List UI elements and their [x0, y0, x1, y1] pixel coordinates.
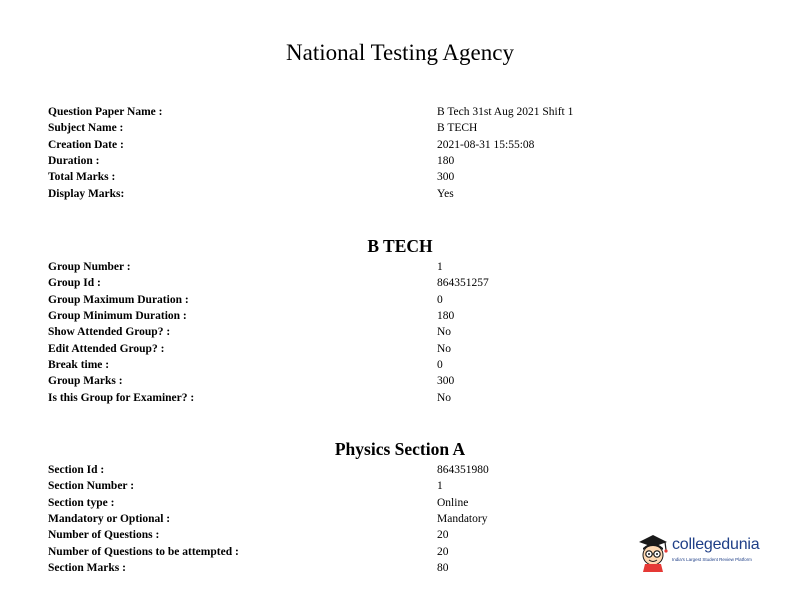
info-row [48, 153, 648, 169]
paper-info-table [48, 104, 648, 202]
group-label: Show Attended Group? : [48, 326, 171, 339]
info-value: B TECH [437, 122, 478, 135]
group-label: Is this Group for Examiner? : [48, 391, 195, 404]
section-value: Mandatory [437, 513, 488, 526]
section-label: Mandatory or Optional : [48, 513, 171, 526]
group-row [48, 341, 648, 357]
group-row [48, 275, 648, 291]
section-value: Online [437, 496, 469, 509]
logo-tagline: India's Largest Student Review Platform [672, 557, 752, 562]
group-row [48, 324, 648, 340]
info-row [48, 186, 648, 202]
group-row [48, 357, 648, 373]
logo-wordmark: collegedunia [672, 536, 760, 553]
group-heading: B TECH [367, 236, 433, 256]
section-row [48, 478, 648, 494]
info-row [48, 137, 648, 153]
group-value: 1 [437, 261, 443, 273]
group-label: Group Number : [48, 261, 131, 273]
section-label: Section type : [48, 496, 115, 509]
collegedunia-logo [636, 533, 766, 573]
info-label: Display Marks: [48, 187, 125, 200]
info-value: Yes [437, 187, 454, 200]
group-label: Edit Attended Group? : [48, 342, 165, 355]
student-mascot-icon [636, 533, 670, 573]
info-value: 300 [437, 171, 455, 184]
section-label: Number of Questions to be attempted : [48, 545, 239, 558]
section-row [48, 462, 648, 478]
group-value: 300 [437, 375, 455, 388]
info-row [48, 104, 648, 120]
section-row [48, 560, 648, 576]
info-label: Duration : [48, 155, 100, 168]
section-value: 864351980 [437, 464, 489, 476]
section-row [48, 511, 648, 527]
info-row [48, 169, 648, 185]
info-label: Creation Date : [48, 138, 124, 151]
group-label: Group Marks : [48, 375, 123, 388]
group-value: 0 [437, 359, 443, 372]
group-info-table [48, 259, 648, 406]
section-label: Section Id : [48, 464, 105, 476]
section-label: Section Marks : [48, 562, 126, 575]
info-label: Question Paper Name : [48, 106, 163, 118]
group-value: 0 [437, 293, 443, 306]
group-value: No [437, 391, 452, 404]
section-row [48, 527, 648, 543]
section-row [48, 495, 648, 511]
group-row [48, 259, 648, 275]
info-value: 180 [437, 155, 455, 168]
page-title: National Testing Agency [286, 40, 514, 65]
info-value: 2021-08-31 15:55:08 [437, 138, 535, 151]
group-value: 864351257 [437, 277, 489, 290]
group-label: Group Minimum Duration : [48, 310, 187, 323]
section-value: 20 [437, 545, 449, 558]
section-value: 80 [437, 562, 449, 575]
group-value: 180 [437, 310, 455, 323]
info-label: Total Marks : [48, 171, 116, 184]
group-row [48, 292, 648, 308]
info-label: Subject Name : [48, 122, 124, 135]
group-row [48, 373, 648, 389]
group-label: Group Id : [48, 277, 101, 290]
section-heading: Physics Section A [334, 439, 466, 459]
section-label: Number of Questions : [48, 529, 160, 542]
section-info-table [48, 462, 648, 576]
group-row [48, 390, 648, 406]
info-row [48, 120, 648, 136]
group-value: No [437, 326, 452, 339]
info-value: B Tech 31st Aug 2021 Shift 1 [437, 106, 574, 118]
section-value: 1 [437, 480, 443, 493]
group-row [48, 308, 648, 324]
section-label: Section Number : [48, 480, 135, 493]
group-label: Group Maximum Duration : [48, 293, 189, 306]
group-label: Break time : [48, 359, 110, 372]
section-value: 20 [437, 529, 449, 542]
section-row [48, 544, 648, 560]
group-value: No [437, 342, 452, 355]
